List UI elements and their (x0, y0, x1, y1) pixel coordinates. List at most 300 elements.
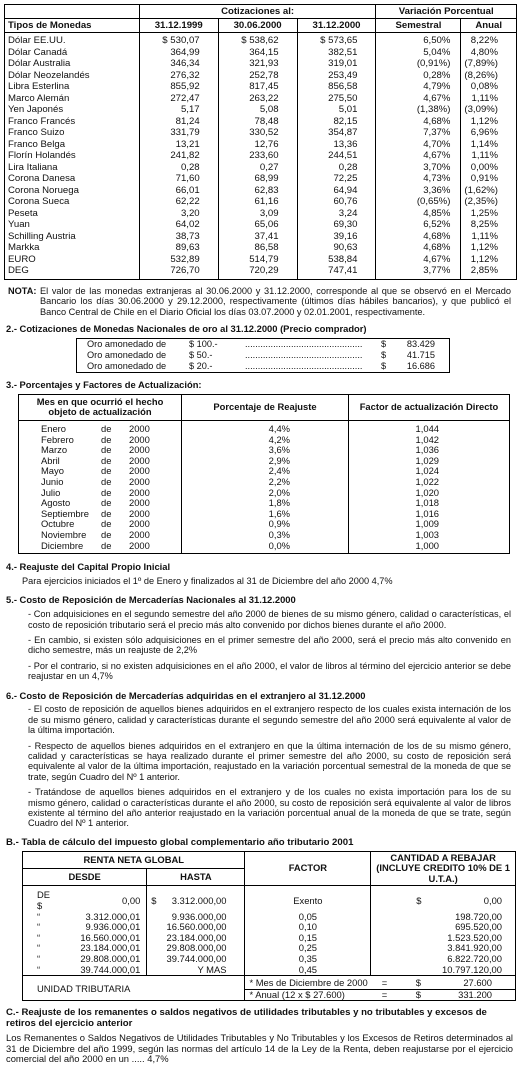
rate-cell: 64,94 (297, 185, 376, 197)
factor-cell: 1,009 (349, 519, 510, 530)
rate-cell: 0,28 (297, 162, 376, 174)
rate-cell: 66,01 (139, 185, 218, 197)
col-anual: Anual (461, 19, 517, 33)
month-cell (19, 541, 182, 554)
var-anual: (7,89%) (461, 58, 517, 70)
table-row (23, 954, 516, 965)
section-4-text: Para ejercicios iniciados el 1º de Enero y finalizados al 31 de Diciembre del año 2000 4,7% (22, 575, 393, 586)
var-anual: 1,11% (461, 231, 517, 243)
table-row (5, 33, 517, 47)
col-d3: 31.12.2000 (297, 19, 376, 33)
hasta-currency (147, 912, 164, 923)
rate-cell: 68,99 (218, 173, 297, 185)
month-year: 2000 (129, 444, 150, 456)
table-row (19, 477, 510, 488)
rebajar-value: 10.797.120,00 (442, 963, 502, 975)
section-3-title: 3.- Porcentajes y Factores de Actualización: (6, 379, 202, 391)
var-anual: (1,62%) (461, 185, 517, 197)
month-year: 2000 (129, 454, 150, 466)
month-wrap (41, 541, 150, 552)
table-row (23, 886, 516, 912)
var-anual: 0,00% (461, 162, 517, 174)
gold-coins-table (76, 338, 450, 373)
month-name: Mayo (41, 465, 64, 477)
rebajar-cell (371, 965, 516, 976)
rate-cell: 319,01 (297, 58, 376, 70)
rate-cell: 12,76 (218, 139, 297, 151)
rebajar-wrap (374, 954, 512, 965)
rate-cell: 532,89 (139, 254, 218, 266)
ut-row (23, 976, 516, 990)
var-semestral: (1,38%) (376, 104, 461, 116)
hasta-value: 23.184.000,00 (166, 931, 227, 943)
rebajar-value: 0,00 (483, 894, 502, 906)
table-row (5, 104, 517, 116)
month-de: de (101, 454, 112, 466)
rate-cell: 5,17 (139, 104, 218, 116)
desde-prefix: “ (37, 910, 41, 922)
month-name: Enero (41, 422, 67, 434)
desde-prefix: “ (37, 921, 41, 933)
rate-cell: 71,60 (139, 173, 218, 185)
currency-name: EURO (5, 254, 140, 266)
factor-cell: 1,029 (349, 456, 510, 467)
section-4-title: 4.- Reajuste del Capital Propio Inicial (6, 561, 171, 573)
month-de: de (101, 433, 112, 445)
month-year: 2000 (129, 539, 150, 551)
desde-value: 39.744.000,01 (80, 963, 141, 975)
currency-name: Lira Italiana (5, 162, 140, 174)
pct-cell: 2,4% (182, 466, 349, 477)
table-row (5, 116, 517, 128)
hasta-currency (147, 933, 164, 944)
rate-cell: 331,79 (139, 127, 218, 139)
factor-cell: 1,003 (349, 530, 510, 541)
col-desde: DESDE (23, 869, 147, 886)
currency-name: Franco Francés (5, 116, 140, 128)
rate-cell: $ 538,62 (218, 33, 297, 47)
bullet-paragraph: - Tratándose de aquellos bienes adquiridos en el extranjero y de los cuales no exista importación para los de su mismo género, calidad o características durante el año 2000, su costo de reposición será equivalente al valor de libros existente al término del año anterior reajustado en la variación porcentual anual de la moneda de que se trate, según Cuadro del Nº 1 anterior. (28, 787, 511, 829)
gold-label: Oro amonedado de (87, 350, 167, 361)
hasta-currency: $ (147, 886, 164, 912)
rate-cell: 720,29 (218, 265, 297, 279)
var-anual: 1,12% (461, 116, 517, 128)
bullet-paragraph: - El costo de reposición de aquellos bienes adquiridos en el extranjero respecto de los cuales exista internación de los de su mismo género, calidad y características durante el segundo semestre del año 2000 será equivalente al valor de la última importación. (28, 704, 511, 736)
var-anual: 8,22% (461, 33, 517, 47)
currency-name: Dólar EE.UU. (5, 33, 140, 47)
ut-value-cell (371, 976, 516, 990)
var-semestral: 3,77% (376, 265, 461, 279)
rate-cell: 81,24 (139, 116, 218, 128)
gold-face: $ 50.- (189, 350, 213, 361)
desde-value: 16.560.000,01 (80, 931, 141, 943)
hasta-value: 3.312.000,00 (171, 894, 227, 906)
month-name: Octubre (41, 518, 75, 530)
table-row (5, 58, 517, 70)
gold-dots: .............................................. (245, 361, 363, 372)
rate-cell: 321,93 (218, 58, 297, 70)
var-semestral: 4,67% (376, 254, 461, 266)
rate-cell: 253,49 (297, 70, 376, 82)
rate-cell: 62,83 (218, 185, 297, 197)
table-row (5, 196, 517, 208)
rebajar-value: 6.822.720,00 (447, 952, 502, 964)
table-row (5, 139, 517, 151)
desde-value: 0,00 (122, 894, 141, 906)
table-row (23, 965, 516, 976)
bullet-paragraph: - Respecto de aquellos bienes adquiridos en el extranjero en que la última internación de los de su mismo género, calidad y características se haya realizado durante el primer semestre del año 2000, su costo de reposición será equivalente al valor de la última importación, reajustado en la variación porcentual semestral de la moneda de que se trate, según Cuadro del Nº 1 anterior. (28, 740, 511, 782)
table-row (5, 265, 517, 279)
rate-cell: $ 530,07 (139, 33, 218, 47)
section-2-title: 2.- Cotizaciones de Monedas Nacionales de oro al 31.12.2000 (Precio comprador) (6, 323, 367, 335)
desde-prefix: “ (37, 942, 41, 954)
gold-row (77, 361, 450, 373)
header-variacion: Variación Porcentual (376, 5, 517, 19)
col-d1: 31.12.1999 (139, 19, 218, 33)
rebajar-value: 198.720,00 (455, 910, 502, 922)
var-semestral: 5,04% (376, 47, 461, 59)
ut-period: * Mes de Diciembre de 2000 (245, 976, 371, 990)
rate-cell: 514,79 (218, 254, 297, 266)
month-year: 2000 (129, 528, 150, 540)
rate-cell: 244,51 (297, 150, 376, 162)
table-row (5, 208, 517, 220)
currency-name: Corona Noruega (5, 185, 140, 197)
factor-cell: 1,022 (349, 477, 510, 488)
rate-cell: 354,87 (297, 127, 376, 139)
table-row (5, 219, 517, 231)
bullet-paragraph: - Con adquisiciones en el segundo semestre del año 2000 de bienes de su mismo género, calidad o características, el costo de reposición tributario será el precio más alto convenido por dichos bienes durante el año 2000. (28, 609, 511, 630)
hasta-currency (147, 965, 164, 976)
factor-value: 0,25 (245, 943, 371, 954)
currency-name: Dólar Canadá (5, 47, 140, 59)
month-name: Julio (41, 486, 61, 498)
factor-value: 0,05 (245, 912, 371, 923)
month-year: 2000 (129, 475, 150, 487)
var-semestral: 4,68% (376, 231, 461, 243)
ut-eq: = (381, 977, 388, 989)
month-year: 2000 (129, 497, 150, 509)
gold-currency: $ (381, 339, 387, 350)
table-row (19, 541, 510, 554)
section-5-items (4, 609, 517, 681)
desde-value: 23.184.000,01 (80, 942, 141, 954)
month-de: de (101, 518, 112, 530)
tax-table (22, 851, 516, 1001)
rate-cell: 856,58 (297, 81, 376, 93)
bullet-paragraph: - En cambio, si existen sólo adquisiciones en el primer semestre del año 2000, será el precio más alto convenido en dicho semestre, más un reajuste de 2,2% (28, 634, 511, 656)
var-anual: 1,11% (461, 150, 517, 162)
gold-face: $ 100.- (189, 339, 218, 350)
month-name: Agosto (41, 497, 71, 509)
currency-table (4, 4, 517, 280)
currency-name: Franco Belga (5, 139, 140, 151)
rate-cell: 86,58 (218, 242, 297, 254)
rate-cell: 82,15 (297, 116, 376, 128)
hasta-currency (147, 943, 164, 954)
pct-cell: 2,9% (182, 456, 349, 467)
month-de: de (101, 497, 112, 509)
hasta-value: 39.744.000,00 (166, 952, 227, 964)
month-de: de (101, 528, 112, 540)
table-row (5, 93, 517, 105)
var-anual: 1,25% (461, 208, 517, 220)
gold-face: $ 20.- (189, 361, 213, 372)
ut-currency: $ (415, 977, 421, 989)
month-year: 2000 (129, 518, 150, 530)
rebajar-currency: $ (416, 894, 422, 906)
currency-name: Peseta (5, 208, 140, 220)
var-anual: 1,12% (461, 242, 517, 254)
hasta-currency (147, 954, 164, 965)
rebajar-wrap (374, 965, 512, 976)
ut-value: 27.600 (463, 977, 492, 989)
month-name: Abril (41, 454, 60, 466)
rate-cell: 0,28 (139, 162, 218, 174)
rate-cell: 0,27 (218, 162, 297, 174)
section-6-items (4, 704, 517, 828)
rate-cell: 5,01 (297, 104, 376, 116)
factors-table (18, 394, 510, 554)
var-semestral: 4,68% (376, 116, 461, 128)
currency-name: Markka (5, 242, 140, 254)
ut-value-cell (371, 989, 516, 1001)
table-row (5, 150, 517, 162)
rate-cell: 13,21 (139, 139, 218, 151)
desde-prefix: “ (37, 931, 41, 943)
rate-cell: 3,20 (139, 208, 218, 220)
col-factor-b: FACTOR (245, 851, 371, 886)
rate-cell: 62,22 (139, 196, 218, 208)
month-name: Septiembre (41, 507, 89, 519)
table-row (5, 70, 517, 82)
var-semestral: 4,67% (376, 93, 461, 105)
hasta-value: Y MAS (197, 963, 227, 975)
rate-cell: 382,51 (297, 47, 376, 59)
month-de: de (101, 444, 112, 456)
currency-name: Schilling Austria (5, 231, 140, 243)
var-anual: 8,25% (461, 219, 517, 231)
gold-value: 83.429 (406, 339, 435, 350)
rebajar-wrap (374, 896, 512, 907)
month-name: Junio (41, 475, 64, 487)
pct-cell: 0,9% (182, 519, 349, 530)
hasta-value: 16.560.000,00 (166, 921, 227, 933)
month-year: 2000 (129, 433, 150, 445)
var-semestral: 4,67% (376, 150, 461, 162)
currency-name: Franco Suizo (5, 127, 140, 139)
desde-value: 29.808.000,01 (80, 952, 141, 964)
desde-value: 9.936.000,01 (85, 921, 141, 933)
month-year: 2000 (129, 507, 150, 519)
gold-row (77, 339, 450, 351)
rate-cell: 3,09 (218, 208, 297, 220)
pct-cell: 1,6% (182, 509, 349, 520)
rate-cell: 78,48 (218, 116, 297, 128)
nota-text: El valor de las monedas extranjeras al 30.06.2000 y 31.12.2000, corresponde al que se observó en el Mercado Bancario los días 30.06.2000 y 29.12.2000, respectivamente (últimos días hábiles bancarios), y que publicó el Banco Central de Chile en el Diario Oficial los días 03.07.2000 y 02.01.2001, respectivamente. (40, 285, 511, 317)
rate-cell: 263,22 (218, 93, 297, 105)
section-c-title: C.- Reajuste de los remanentes o saldos negativos de utilidades tributables y no tributables y excesos de retiros del ejercicio anterior (6, 1007, 487, 1030)
var-anual: 1,11% (461, 93, 517, 105)
gold-value: 16.686 (406, 361, 435, 372)
rate-cell: 13,36 (297, 139, 376, 151)
month-cell (19, 530, 182, 541)
currency-name: Yuan (5, 219, 140, 231)
rebajar-value: 695.520,00 (455, 921, 502, 933)
month-wrap (41, 477, 150, 488)
pct-cell: 1,8% (182, 498, 349, 509)
desde-prefix: DE $ (37, 889, 51, 911)
currency-name: Marco Alemán (5, 93, 140, 105)
col-d2: 30.06.2000 (218, 19, 297, 33)
nota (8, 286, 511, 318)
rebajar-cell (371, 954, 516, 965)
rate-cell: 37,41 (218, 231, 297, 243)
pct-cell: 4,4% (182, 420, 349, 434)
rate-cell: 364,99 (139, 47, 218, 59)
bullet-paragraph: - Por el contrario, si no existen adquisiciones en el año 2000, el valor de libros al término del ejercicio anterior se debe reajustar en un 4,7% (28, 660, 511, 682)
desde-prefix: “ (37, 963, 41, 975)
hasta-value: 29.808.000,00 (166, 942, 227, 954)
col-hasta: HASTA (147, 869, 245, 886)
pct-cell: 3,6% (182, 445, 349, 456)
rate-cell: 90,63 (297, 242, 376, 254)
rate-cell: 3,24 (297, 208, 376, 220)
rate-cell: 61,16 (218, 196, 297, 208)
nota-label: NOTA: (8, 285, 37, 296)
var-anual: 1,14% (461, 139, 517, 151)
desde-value: 3.312.000,01 (85, 910, 141, 922)
col-semestral: Semestral (376, 19, 461, 33)
var-semestral: 0,28% (376, 70, 461, 82)
pct-cell: 4,2% (182, 435, 349, 446)
factor-value: 0,15 (245, 933, 371, 944)
var-anual: 0,08% (461, 81, 517, 93)
rate-cell: 241,82 (139, 150, 218, 162)
table-row (5, 47, 517, 59)
rebajar-cell (371, 886, 516, 912)
table-row (5, 127, 517, 139)
rate-cell: 330,52 (218, 127, 297, 139)
rate-cell: 817,45 (218, 81, 297, 93)
month-name: Marzo (41, 444, 68, 456)
table-row (5, 173, 517, 185)
col-renta: RENTA NETA GLOBAL (23, 851, 245, 868)
section-c-text: Los Remanentes o Saldos Negativos de Utilidades Tributables y No Tributables y los Excesos de Retiros determinados al 31 de Diciembre del año 1999, según las normas del artículo 14 de la Ley de la Renta, deben reajustarse por el ejercicio comercial del año 2000 en un ..... 4,7% (6, 1032, 513, 1065)
factor-value: 0,10 (245, 922, 371, 933)
factor-cell: 1,018 (349, 498, 510, 509)
gold-dots: .............................................. (245, 339, 363, 350)
currency-name: Corona Danesa (5, 173, 140, 185)
factor-value: 0,35 (245, 954, 371, 965)
rate-cell: 252,78 (218, 70, 297, 82)
table-row (5, 242, 517, 254)
hasta-value: 9.936.000,00 (171, 910, 227, 922)
month-de: de (101, 422, 112, 434)
pct-cell: 0,3% (182, 530, 349, 541)
currency-name: Corona Sueca (5, 196, 140, 208)
var-anual: 1,12% (461, 254, 517, 266)
table-row (5, 231, 517, 243)
month-de: de (101, 507, 112, 519)
ut-value: 331.200 (458, 988, 492, 1000)
pct-cell: 2,2% (182, 477, 349, 488)
factor-value: Exento (245, 886, 371, 912)
currency-name: Libra Esterlina (5, 81, 140, 93)
factor-cell: 1,044 (349, 420, 510, 434)
var-anual: 2,85% (461, 265, 517, 279)
table-row (19, 420, 510, 434)
pct-cell: 2,0% (182, 488, 349, 499)
var-semestral: (0,65%) (376, 196, 461, 208)
month-wrap (41, 530, 150, 541)
month-cell (19, 477, 182, 488)
month-de: de (101, 465, 112, 477)
month-year: 2000 (129, 465, 150, 477)
var-semestral: 6,52% (376, 219, 461, 231)
month-de: de (101, 486, 112, 498)
col-porcentaje: Porcentaje de Reajuste (182, 394, 349, 420)
factor-value: 0,45 (245, 965, 371, 976)
rate-cell: 346,34 (139, 58, 218, 70)
rate-cell: 747,41 (297, 265, 376, 279)
rebajar-value: 1.523.520,00 (447, 931, 502, 943)
rate-cell: 5,08 (218, 104, 297, 116)
month-year: 2000 (129, 422, 150, 434)
month-de: de (101, 475, 112, 487)
var-anual: (8,26%) (461, 70, 517, 82)
col-rebajar: CANTIDAD A REBAJAR (INCLUYE CREDITO 10% DE 1 U.T.A.) (371, 851, 516, 886)
var-semestral: 4,85% (376, 208, 461, 220)
month-year: 2000 (129, 486, 150, 498)
month-cell (19, 420, 182, 434)
var-semestral: 4,68% (376, 242, 461, 254)
rate-cell: 64,02 (139, 219, 218, 231)
rate-cell: 39,16 (297, 231, 376, 243)
var-semestral: 6,50% (376, 33, 461, 47)
ut-eq: = (381, 988, 388, 1000)
gold-row (77, 350, 450, 361)
col-factor: Factor de actualización Directo (349, 394, 510, 420)
factor-cell: 1,000 (349, 541, 510, 554)
pct-cell: 0,0% (182, 541, 349, 554)
var-semestral: 3,36% (376, 185, 461, 197)
hasta-currency (147, 922, 164, 933)
col-tipo: Tipos de Monedas (5, 19, 140, 33)
col-mes: Mes en que ocurrió el hecho objeto de actualización (19, 394, 182, 420)
var-anual: (2,35%) (461, 196, 517, 208)
rate-cell: 855,92 (139, 81, 218, 93)
rate-cell: 38,73 (139, 231, 218, 243)
var-semestral: 7,37% (376, 127, 461, 139)
currency-name: DEG (5, 265, 140, 279)
gold-dots: .............................................. (245, 350, 363, 361)
factor-cell: 1,016 (349, 509, 510, 520)
gold-label: Oro amonedado de (87, 361, 167, 372)
table-row (5, 81, 517, 93)
var-semestral: 4,70% (376, 139, 461, 151)
rate-cell: 89,63 (139, 242, 218, 254)
var-anual: 0,91% (461, 173, 517, 185)
factor-cell: 1,020 (349, 488, 510, 499)
rate-cell: 69,30 (297, 219, 376, 231)
table-row (5, 254, 517, 266)
month-name: Diciembre (41, 539, 84, 551)
rate-cell: 276,32 (139, 70, 218, 82)
gold-currency: $ (381, 361, 387, 372)
rate-cell: 65,06 (218, 219, 297, 231)
var-anual: 6,96% (461, 127, 517, 139)
